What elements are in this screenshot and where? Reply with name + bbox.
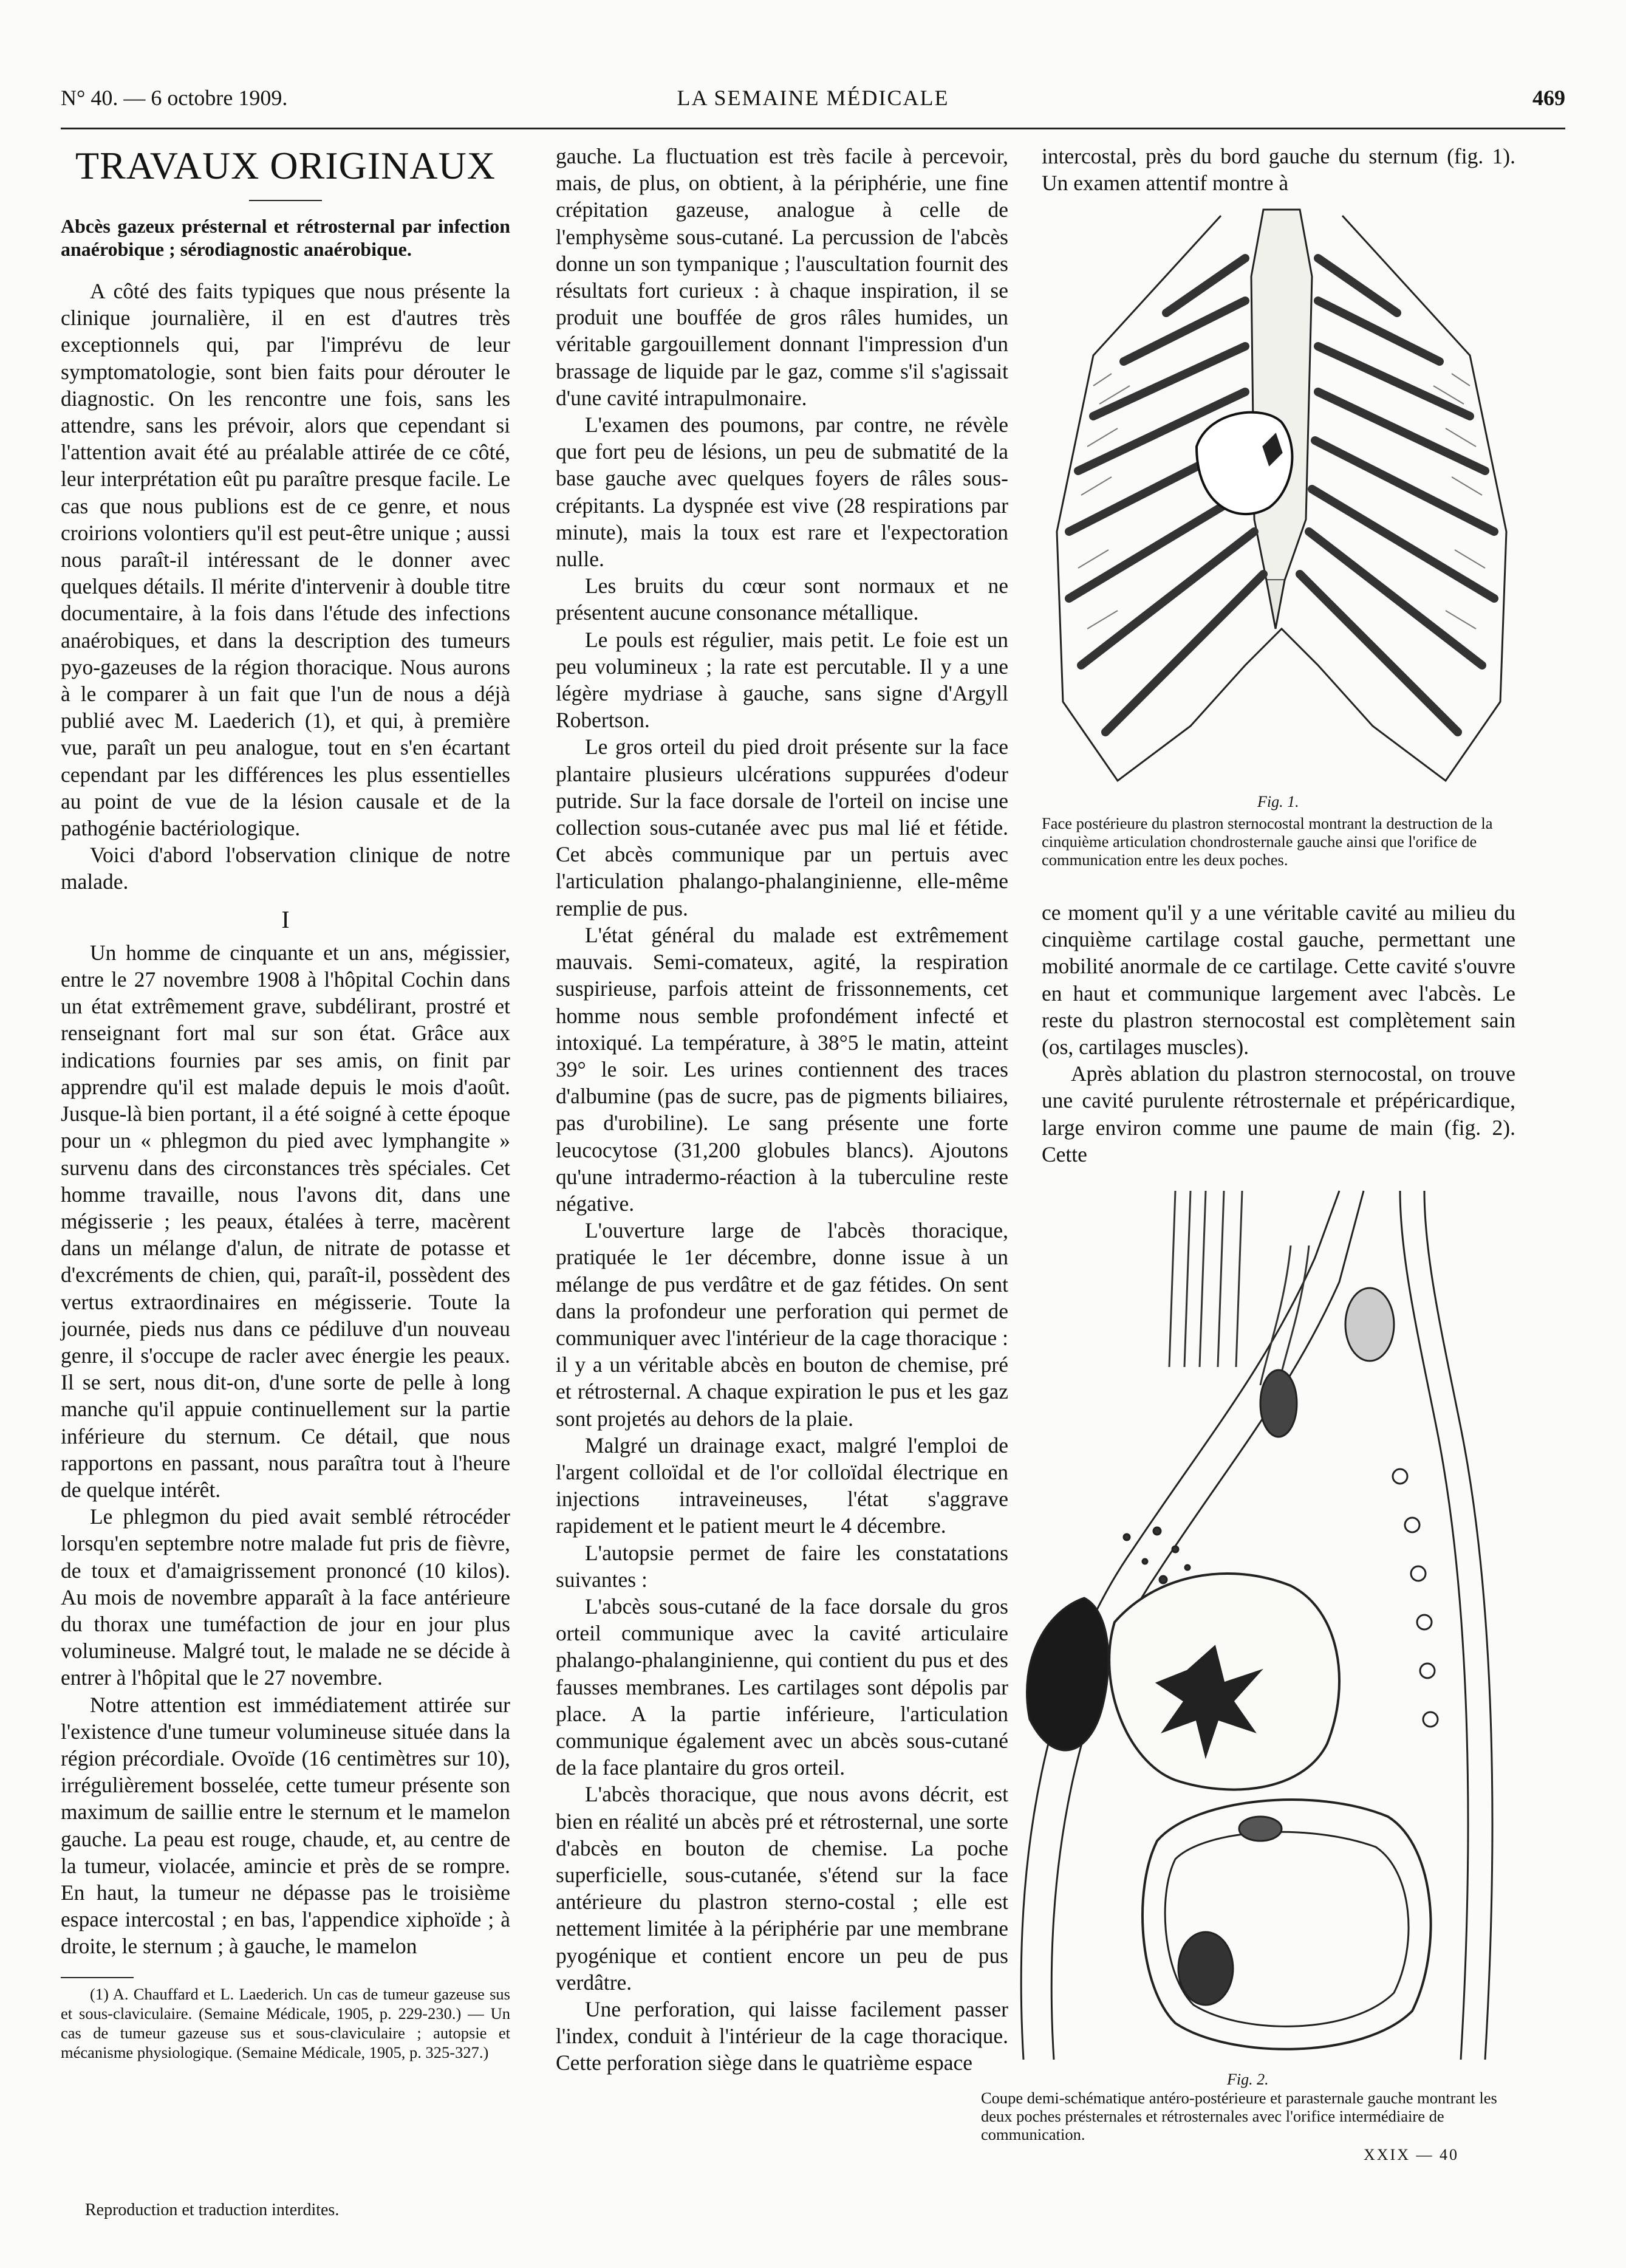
title-rule xyxy=(249,200,322,201)
paragraph: Le phlegmon du pied avait semblé rétrocéder lorsqu'en septembre notre malade fut pris de fièvre, de toux et d'amaigrissement prononcé (10 kilos). Au mois de novembre apparaît à la face antérieure du thorax une tuméfaction de jour en jour plus volumineuse. Malgré tout, le malade ne se décide à entrer à l'hôpital que le 27 novembre. xyxy=(61,1504,510,1690)
paragraph: L'autopsie permet de faire les constatations suivantes : xyxy=(556,1540,1008,1592)
paragraph: Un homme de cinquante et un ans, mégissier, entre le 27 novembre 1908 à l'hôpital Cochin dans un état extrêmement grave, subdélirant, prostré et renseignant fort mal sur son état. Grâce aux indications fournies par ses amis, on finit par apprendre qu'il est malade depuis le mois d'août. Jusque-là bien portant, il a été soigné à cette époque pour un « phlegmon du pied avec lymphangite » survenu dans des circonstances très spéciales. Cet homme travaille, nous l'avons dit, dans une mégisserie ; les peaux, étalées à terre, macèrent dans un mélange d'alun, de nitrate de potasse et d'excréments de chien, qui, paraît-il, possèdent des vertus extraordinaires en mégisserie. Toute la journée, pieds nus dans ce pédiluve d'un nouveau genre, il s'occupe de racler avec énergie les peaux. Il se sert, nous dit-on, d'une sorte de pelle à long manche qu'il appuie continuellement sur la partie inférieure du sternum. Ce détail, que nous rapportons en passant, nous paraîtra tout à l'heure de quelque intérêt. xyxy=(61,940,510,1502)
signature-mark: XXIX — 40 xyxy=(1364,2146,1459,2164)
footnote: (1) A. Chauffard et L. Laederich. Un cas de tumeur gazeuse sus et sous-claviculaire. (Semaine Médicale, 1905, p. 229-230.) — Un cas de tumeur gazeuse sus et sous-claviculaire ; autopsie et mécanisme physiologique. (Semaine Médicale, 1905, p. 325-327.) xyxy=(61,1984,510,2061)
paragraph: intercostal, près du bord gauche du sternum (fig. 1). Un examen attentif montre à xyxy=(1042,144,1515,196)
figure-2-illustration xyxy=(975,1185,1522,2066)
section-title: TRAVAUX ORIGINAUX xyxy=(75,144,496,187)
paragraph: Après ablation du plastron sternocostal, on trouve une cavité purulente rétrosternale et prépéricardique, large environ comme une paume de main (fig. 2). Cette xyxy=(1042,1061,1515,1167)
paragraph: Le pouls est régulier, mais petit. Le foie est un peu volumineux ; la rate est percutable. Il y a une légère mydriase à gauche, sans signe d'Argyll Robertson. xyxy=(556,627,1008,733)
paragraph: gauche. La fluctuation est très facile à percevoir, mais, de plus, on obtient, à la périphérie, une fine crépitation gazeuse, analogue à celle de l'emphysème sous-cutané. La percussion de l'abcès donne un son tympanique ; l'auscultation fournit des résultats fort curieux : à chaque inspiration, il se produit une bouffée de gros râles humides, un véritable gargouillement donnant l'impression d'un brassage de liquide par le gaz, comme s'il s'agissait d'une cavité intrapulmonaire. xyxy=(556,144,1008,410)
column-1 xyxy=(61,143,510,2062)
paragraph: Le gros orteil du pied droit présente sur la face plantaire plusieurs ulcérations suppurées d'odeur putride. Sur la face dorsale de l'orteil on incise une collection sous-cutanée avec pus mal lié et fétide. Cet abcès communique par un pertuis avec l'articulation phalango-phalanginienne, elle-même remplie de pus. xyxy=(556,735,1008,920)
figure-1-label: Fig. 1. xyxy=(1257,793,1299,810)
figure-1-caption: Face postérieure du plastron sternocostal montrant la destruction de la cinquième articulation chondrosternale gauche ainsi que l'orifice de communication entre les deux poches. xyxy=(1042,814,1493,869)
page-number: 469 xyxy=(1532,86,1565,110)
paragraph: L'abcès sous-cutané de la face dorsale du gros orteil communique avec la cavité articulaire phalango-phalanginienne, qui contient du pus et des fausses membranes. Les cartilages sont dépolis par place. A la partie inférieure, l'articulation communique également avec un abcès sous-cutané de la face plantaire du gros orteil. xyxy=(556,1594,1008,1780)
figure-2 xyxy=(975,1185,1522,2066)
figure-1 xyxy=(1045,204,1518,811)
column-3-middle xyxy=(1042,899,1515,1168)
figure-2-caption: Coupe demi-schématique antéro-postérieure et parasternale gauche montrant les deux poches présternales et rétrosternales avec l'orifice intermédiaire de communication. xyxy=(981,2089,1497,2143)
paragraph: Voici d'abord l'observation clinique de notre malade. xyxy=(61,843,510,894)
running-header xyxy=(61,85,1565,128)
article-title: Abcès gazeux présternal et rétrosternal par infection anaérobique ; sérodiagnostic anaérobique. xyxy=(61,215,510,260)
paragraph: ce moment qu'il y a une véritable cavité au milieu du cinquième cartilage costal gauche, permettant une mobilité anormale de ce cartilage. Cette cavité s'ouvre en haut et communique largement avec l'abcès. Le reste du plastron sternocostal est complètement sain (os, cartilages muscles). xyxy=(1042,900,1515,1060)
paragraph: L'ouverture large de l'abcès thoracique, pratiquée le 1er décembre, donne issue à un mélange de pus verdâtre et de gaz fétides. On sent dans la profondeur une perforation qui permet de communiquer avec l'intérieur de la cage thoracique : il y a un véritable abcès en bouton de chemise, pré et rétrosternal. A chaque expiration le pus et les gaz sont projetés au dehors de la plaie. xyxy=(556,1218,1008,1431)
section-number: I xyxy=(281,905,290,933)
paragraph: L'état général du malade est extrêmement mauvais. Semi-comateux, agité, la respiration suspirieuse, parfois atteint de frissonnements, cet homme nous semble profondément infecté et intoxiqué. La température, à 38°5 le matin, atteint 39° le soir. Les urines contiennent des traces d'albumine (pas de sucre, pas de pigments biliaires, pas d'urobiline). Le sang présente une forte leucocytose (31,200 globules blancs). Ajoutons qu'une intradermo-réaction à la tuberculine reste négative. xyxy=(556,922,1008,1216)
footnote-rule xyxy=(61,1977,134,1978)
column-3-top xyxy=(1042,143,1515,196)
journal-title: LA SEMAINE MÉDICALE xyxy=(677,86,949,110)
paragraph: Les bruits du cœur sont normaux et ne présentent aucune consonance métallique. xyxy=(556,574,1008,625)
figure-1-illustration xyxy=(1045,204,1518,811)
reproduction-notice: Reproduction et traduction interdites. xyxy=(85,2201,340,2219)
paragraph: A côté des faits typiques que nous présente la clinique journalière, il en est d'autres très exceptionnels qui, par l'imprévu de leur symptomatologie, sont bien faits pour dérouter le diagnostic. On les rencontre une fois, sans les attendre, sans les prévoir, alors que cependant si l'attention avait été au préalable attirée de ce côté, leur interprétation eût pu paraître presque facile. Le cas que nous publions est de ce genre, et nous croirions volontiers qu'il est peut-être unique ; aussi nous paraît-il intéressant de le donner avec quelques détails. Il mérite d'intervenir à double titre documentaire, à la fois dans l'étude des infections anaérobiques, et dans la description des tumeurs pyo-gazeuses de la région thoracique. Nous aurons à le comparer à un fait que l'un de nous a déjà publié avec M. Laederich (1), et qui, à première vue, paraît un peu analogue, tout en s'en écartant cependant par les différences les plus essentielles au point de vue de la lésion causale et de la pathogénie bactériologique. xyxy=(61,279,510,841)
figure-2-label: Fig. 2. xyxy=(1227,2071,1269,2088)
paragraph: Une perforation, qui laisse facilement passer l'index, conduit à l'intérieur de la cage thoracique. Cette perforation siège dans le quatrième espace xyxy=(556,1997,1008,2075)
paragraph: Notre attention est immédiatement attirée sur l'existence d'une tumeur volumineuse située dans la région précordiale. Ovoïde (16 centimètres sur 10), irrégulièrement bosselée, cette tumeur présente son maximum de saillie entre le sternum et le mamelon gauche. La peau est rouge, chaude, et, au centre de la tumeur, violacée, amincie et près de se rompre. En haut, la tumeur ne dépasse pas le troisième espace intercostal ; en bas, l'appendice xiphoïde ; à droite, le sternum ; à gauche, le mamelon xyxy=(61,1692,510,1959)
paragraph: L'examen des poumons, par contre, ne révèle que fort peu de lésions, un peu de submatité de la base gauche avec quelques foyers de râles sous-crépitants. La dyspnée est vive (28 respirations par minute), mais la toux est rare et l'expectoration nulle. xyxy=(556,413,1008,572)
paragraph: L'abcès thoracique, que nous avons décrit, est bien en réalité un abcès pré et rétrosternal, une sorte d'abcès en bouton de chemise. La poche superficielle, sous-cutanée, s'étend sur la face antérieure du plastron sterno-costal ; elle est nettement limitée à la périphérie par une membrane pyogénique et contient encore un peu de pus verdâtre. xyxy=(556,1782,1008,1995)
column-2 xyxy=(556,143,1008,2077)
paragraph: Malgré un drainage exact, malgré l'emploi de l'argent colloïdal et de l'or colloïdal électrique en injections intraveineuses, l'état s'aggrave rapidement et le patient meurt le 4 décembre. xyxy=(556,1433,1008,1538)
issue-date: N° 40. — 6 octobre 1909. xyxy=(61,86,288,110)
header-rule xyxy=(61,128,1565,129)
